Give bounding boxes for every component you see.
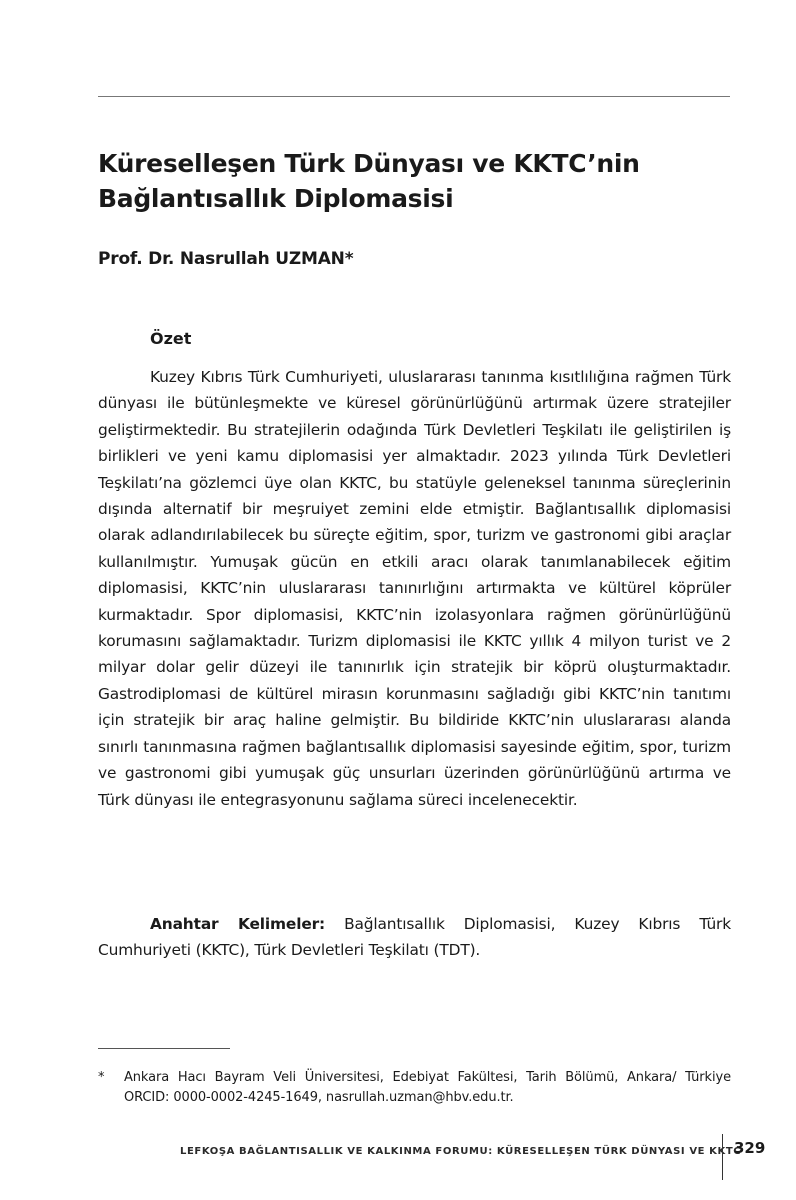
abstract-heading: Özet: [150, 329, 192, 348]
title-line-1: Küreselleşen Türk Dünyası ve KKTC’nin: [98, 149, 640, 178]
keywords-paragraph: [98, 911, 731, 964]
footnote: [98, 1068, 731, 1108]
footnote-marker: *: [98, 1070, 105, 1085]
footnote-text: Ankara Hacı Bayram Veli Üniversitesi, Edebiyat Fakültesi, Tarih Bölümü, Ankara/ Türkiye ORCID: 0000-0002-4245-1649, nasrullah.uzman@hbv.edu.tr.: [124, 1070, 731, 1105]
keywords-text: Bağlantısallık Diplomasisi, Kuzey Kıbrıs Türk Cumhuriyeti (KKTC), Türk Devletleri Teşkilatı (TDT).: [98, 915, 731, 960]
article-title: [98, 146, 738, 216]
author-line: Prof. Dr. Nasrullah UZMAN*: [98, 249, 354, 269]
keywords-label: Anahtar Kelimeler:: [150, 915, 326, 933]
abstract-body: Kuzey Kıbrıs Türk Cumhuriyeti, uluslararası tanınma kısıtlılığına rağmen Türk dünyası ile bütünleşmekte ve küresel görünürlüğünü artırmak üzere stratejiler geliştirmektedir. Bu stratejilerin odağında Türk Devletleri Teşkilatı ile geliştirilen iş birlikleri ve yeni kamu diplomasisi yer almaktadır. 2023 yılında Türk Devletleri Teşkilatı’na gözlemci üye olan KKTC, bu statüyle geleneksel tanınma süreçlerinin dışında alternatif bir meşruiyet zemini elde etmiştir. Bağlantısallık diplomasisi olarak adlandırılabilecek bu süreçte eğitim, spor, turizm ve gastronomi gibi araçlar kullanılmıştır. Yumuşak gücün en etkili aracı olarak tanımlanabilecek eğitim diplomasisi, KKTC’nin uluslararası tanınırlığını artırmakta ve kültürel köprüler kurmaktadır. Spor diplomasisi, KKTC’nin izolasyonlara rağmen görünürlüğünü korumasını sağlamaktadır. Turizm diplomasisi ile KKTC yıllık 4 milyon turist ve 2 milyar dolar gelir düzeyi ile tanınırlık için stratejik bir köprü oluşturmaktadır. Gastrodiplomasi de kültürel mirasın korunmasını sağladığı gibi KKTC’nin tanıtımı için stratejik bir araç haline gelmiştir. Bu bildiride KKTC’nin uluslararası alanda sınırlı tanınmasına rağmen bağlantısallık diplomasisi sayesinde eğitim, spor, turizm ve gastronomi gibi yumuşak güç unsurları üzerinden görünürlüğünü artırma ve Türk dünyası ile entegrasyonunu sağlama süreci incelenecektir.: [98, 368, 731, 809]
footnote-rule: [98, 1048, 230, 1049]
page-number: 329: [734, 1139, 766, 1157]
footer-divider: [722, 1134, 723, 1180]
title-line-2: Bağlantısallık Diplomasisi: [98, 184, 454, 213]
running-footer-title: LEFKOŞA BAĞLANTISALLIK VE KALKINMA FORUMU: KÜRESELLEŞEN TÜRK DÜNYASI VE KKTC: [180, 1146, 742, 1157]
header-rule: [98, 96, 730, 97]
